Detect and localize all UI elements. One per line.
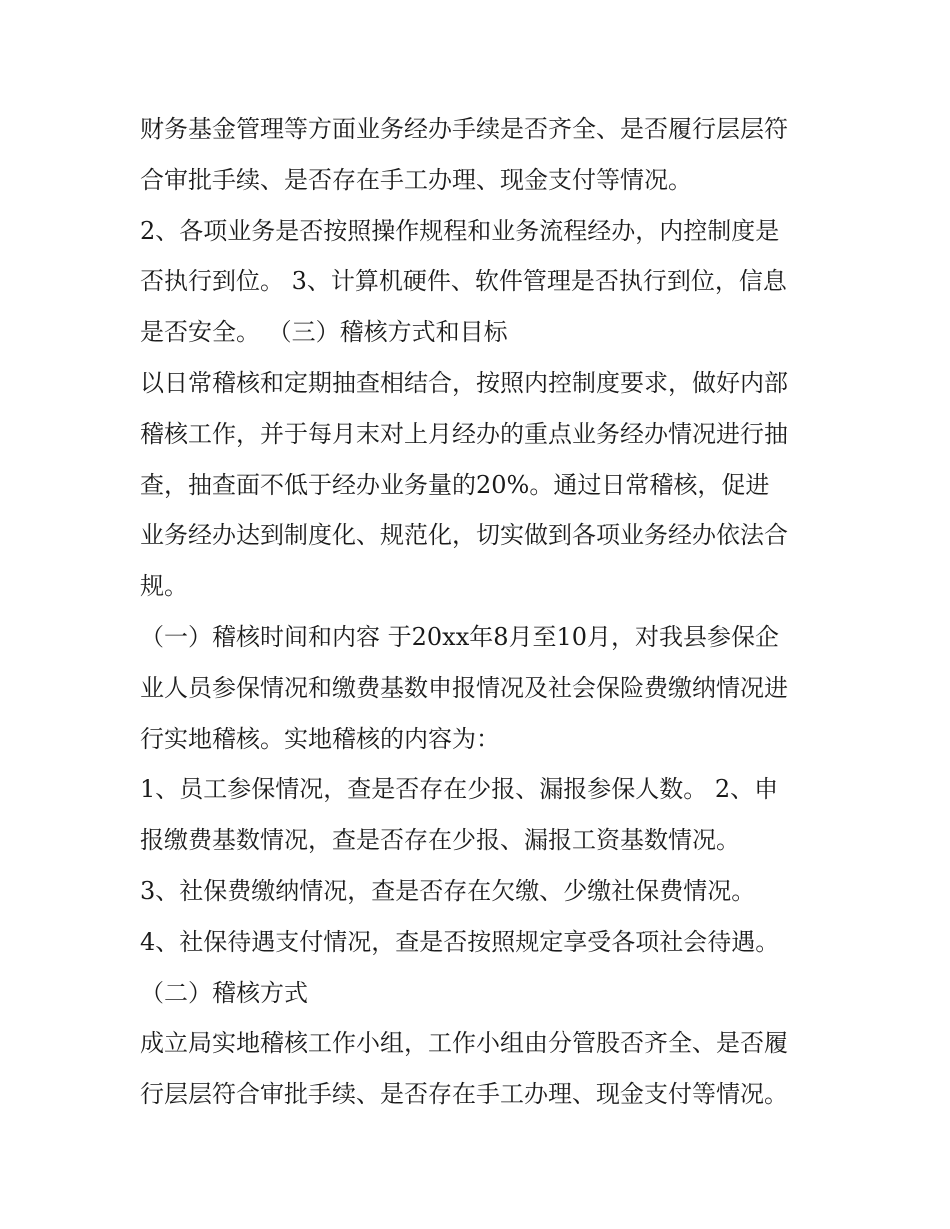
document-body xyxy=(140,104,830,1120)
text-line: 3、社保费缴纳情况，查是否存在欠缴、少缴社保费情况。 xyxy=(140,876,756,905)
text-line: 否执行到位。 3、计算机硬件、软件管理是否执行到位，信息 xyxy=(140,267,787,296)
text-line: （二）稽核方式 xyxy=(140,978,308,1007)
text-line: 4、社保待遇支付情况，查是否按照规定享受各项社会待遇。 xyxy=(140,927,780,956)
text-line: 业务经办达到制度化、规范化，切实做到各项业务经办依法合 xyxy=(140,521,788,550)
text-line: 2、各项业务是否按照操作规程和业务流程经办，内控制度是 xyxy=(140,216,780,245)
text-line: 财务基金管理等方面业务经办手续是否齐全、是否履行层层符 xyxy=(140,115,788,143)
text-line: 规。 xyxy=(140,572,188,601)
text-line: 稽核工作，并于每月末对上月经办的重点业务经办情况进行抽 xyxy=(140,419,788,448)
text-line: 成立局实地稽核工作小组，工作小组由分管股否齐全、是否履 xyxy=(140,1029,788,1058)
text-line: 是否安全。 （三）稽核方式和目标 xyxy=(140,318,508,347)
text-line: 以日常稽核和定期抽查相结合，按照内控制度要求，做好内部 xyxy=(140,368,788,397)
text-line: 合审批手续、是否存在手工办理、现金支付等情况。 xyxy=(140,165,692,194)
text-line: 查，抽查面不低于经办业务量的20%。通过日常稽核，促进 xyxy=(140,470,770,499)
text-line: 业人员参保情况和缴费基数申报情况及社会保险费缴纳情况进 xyxy=(140,673,788,702)
text-line: 1、员工参保情况，查是否存在少报、漏报参保人数。 2、申 xyxy=(140,775,779,804)
text-line: 行层层符合审批手续、是否存在手工办理、现金支付等情况。 xyxy=(140,1080,788,1109)
text-line: 报缴费基数情况，查是否存在少报、漏报工资基数情况。 xyxy=(140,826,740,855)
text-line: （一）稽核时间和内容 于20xx年8月至10月，对我县参保企 xyxy=(140,622,780,651)
text-line: 行实地稽核。实地稽核的内容为： xyxy=(140,724,500,753)
